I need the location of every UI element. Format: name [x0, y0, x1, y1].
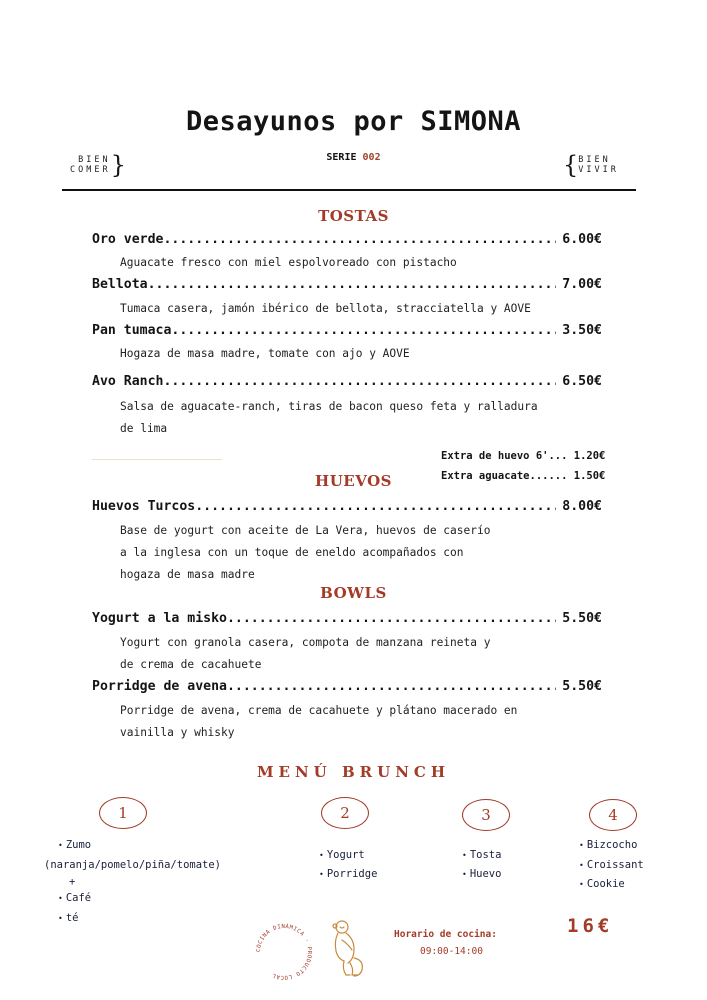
bullet-icon: •	[462, 870, 467, 879]
item-description: Hogaza de masa madre, tomate con ajo y AOVE	[120, 347, 410, 360]
option-label: Yogurt	[326, 849, 365, 861]
menu-item-bellota	[92, 277, 602, 292]
menu-item-avo-ranch	[92, 374, 602, 389]
option-label: Zumo	[65, 839, 92, 851]
item-name: Porridge de avena	[92, 679, 227, 694]
item-price: 8.00€	[562, 499, 602, 514]
bullet-icon: •	[58, 894, 63, 903]
horario-label: Horario de cocina:	[394, 929, 497, 940]
brunch-step-4-circle: 4	[589, 799, 637, 831]
item-name: Pan tumaca	[92, 323, 172, 338]
brunch-step-3-circle: 3	[462, 799, 510, 831]
brunch-price: 16€	[567, 915, 614, 937]
faint-divider	[92, 459, 222, 460]
section-title-bowls: BOWLS	[320, 584, 387, 602]
bullet-icon: •	[319, 870, 324, 879]
option-label: Huevo	[469, 868, 502, 880]
menu-item-porridge	[92, 679, 602, 694]
item-description-line-1: Porridge de avena, crema de cacahuete y plátano macerado en	[120, 704, 518, 717]
menu-item-oro-verde	[92, 232, 602, 247]
brunch-step-1-circle: 1	[99, 797, 147, 829]
option-label: Tosta	[469, 849, 502, 861]
item-description-line-2: de lima	[120, 422, 168, 435]
item-price: 6.50€	[562, 374, 602, 389]
brunch-option-croissant	[579, 856, 644, 875]
brunch-plus-sign: +	[69, 876, 76, 888]
section-title-tostas: TOSTAS	[318, 207, 389, 225]
brunch-option-cafe	[58, 889, 91, 908]
item-name: Oro verde	[92, 232, 164, 247]
item-name: Huevos Turcos	[92, 499, 196, 514]
bullet-icon: •	[462, 851, 467, 860]
section-title-huevos: HUEVOS	[315, 472, 392, 490]
page-title: Desayunos por SIMONA	[185, 106, 522, 137]
serie-text: SERIE	[326, 152, 357, 163]
brunch-option-porridge	[319, 865, 377, 884]
extra-huevo: Extra de huevo 6'... 1.20€	[441, 450, 606, 462]
bullet-icon: •	[58, 914, 63, 923]
bullet-icon: •	[579, 861, 584, 870]
item-price: 5.50€	[562, 611, 602, 626]
bullet-icon: •	[58, 841, 63, 850]
option-label: Bizcocho	[586, 839, 638, 851]
item-price: 5.50€	[562, 679, 602, 694]
bien-comer-top: BIEN	[78, 155, 111, 165]
header-divider	[62, 189, 636, 191]
item-description-line-2: de crema de cacahuete	[120, 658, 262, 671]
right-brace-icon: }	[110, 151, 126, 179]
item-name: Avo Ranch	[92, 374, 164, 389]
item-leader-dots	[148, 277, 557, 292]
item-leader-dots	[195, 499, 556, 514]
item-price: 3.50€	[562, 323, 602, 338]
item-description-line-3: hogaza de masa madre	[120, 568, 255, 581]
stamp-text: COCINA DINÁMICA · PRODUCTO LOCAL	[255, 923, 313, 981]
item-description-line-1: Salsa de aguacate-ranch, tiras de bacon queso feta y ralladura	[120, 400, 538, 413]
brunch-title: MENÚ BRUNCH	[256, 763, 451, 781]
bien-comer-bottom: COMER	[70, 165, 111, 175]
option-label: Croissant	[586, 859, 644, 871]
option-label: Café	[65, 892, 92, 904]
brunch-option-cookie	[579, 875, 625, 894]
cocina-dinamica-stamp	[252, 920, 316, 984]
bullet-icon: •	[319, 851, 324, 860]
menu-item-yogurt-misko	[92, 611, 602, 626]
item-leader-dots	[227, 679, 556, 694]
brunch-zumo-options: (naranja/pomelo/piña/tomate)	[44, 859, 222, 871]
item-name: Yogurt a la misko	[92, 611, 227, 626]
serie-number: 002	[362, 152, 381, 163]
bien-vivir-tag	[563, 153, 619, 177]
option-label: té	[65, 912, 79, 924]
brunch-option-tosta	[462, 846, 501, 865]
horario-hours: 09:00-14:00	[420, 946, 483, 957]
item-description: Aguacate fresco con miel espolvoreado con pistacho	[120, 256, 457, 269]
bien-vivir-top: BIEN	[578, 155, 611, 165]
brunch-step-2-circle: 2	[321, 797, 369, 829]
item-name: Bellota	[92, 277, 148, 292]
item-description-line-1: Base de yogurt con aceite de La Vera, huevos de caserío	[120, 524, 491, 537]
brunch-option-yogurt	[319, 846, 365, 865]
item-description-line-1: Yogurt con granola casera, compota de manzana reineta y	[120, 636, 491, 649]
extra-aguacate: Extra aguacate...... 1.50€	[441, 470, 606, 482]
option-label: Porridge	[326, 868, 378, 880]
item-price: 7.00€	[562, 277, 602, 292]
brunch-option-huevo	[462, 865, 501, 884]
monkey-logo-icon	[328, 918, 368, 980]
menu-item-huevos-turcos	[92, 499, 602, 514]
brunch-option-zumo	[58, 836, 91, 855]
bien-vivir-bottom: VIVIR	[578, 165, 619, 175]
bullet-icon: •	[579, 880, 584, 889]
brunch-option-bizcocho	[579, 836, 637, 855]
left-brace-icon: {	[563, 151, 579, 179]
item-description-line-2: a la inglesa con un toque de eneldo acompañados con	[120, 546, 464, 559]
item-price: 6.00€	[562, 232, 602, 247]
item-description: Tumaca casera, jamón ibérico de bellota, stracciatella y AOVE	[120, 302, 531, 315]
menu-item-pan-tumaca	[92, 323, 602, 338]
option-label: Cookie	[586, 878, 625, 890]
item-leader-dots	[171, 323, 556, 338]
bullet-icon: •	[579, 841, 584, 850]
item-leader-dots	[163, 374, 556, 389]
item-leader-dots	[163, 232, 556, 247]
brunch-option-te	[58, 909, 78, 928]
item-description-line-2: vainilla y whisky	[120, 726, 235, 739]
svg-text:COCINA DINÁMICA · PRODUCTO LOC	[256, 923, 312, 980]
item-leader-dots	[227, 611, 556, 626]
